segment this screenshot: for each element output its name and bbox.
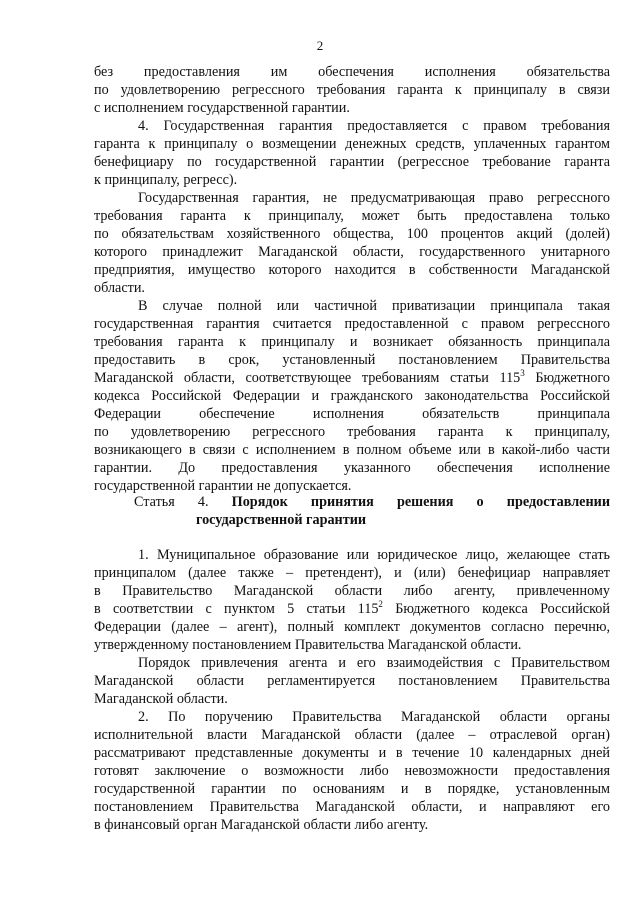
text-line: без предоставления им обеспечения исполнения обязательства bbox=[94, 64, 610, 80]
text-line: государственная гарантия считается предоставленной с правом регрессного bbox=[94, 316, 610, 332]
text-line: государственной гарантии по основаниям и в порядке, установленным bbox=[94, 781, 610, 797]
text-line: государственной гарантии не допускается. bbox=[94, 478, 352, 494]
text-line: предприятия, имущество которого находится в собственности Магаданской bbox=[94, 262, 610, 278]
text-line: Федерации обеспечение исполнения обязательств принципала bbox=[94, 406, 610, 422]
text-line: Федерации (далее – агент), полный комплект документов согласно перечню, bbox=[94, 619, 610, 635]
text-line: гарантии. До предоставления указанного обеспечения исполнение bbox=[94, 460, 610, 476]
page-number: 2 bbox=[316, 38, 324, 53]
text-line: Государственная гарантия, не предусматривающая право регрессного bbox=[138, 190, 610, 206]
text-line: постановлением Правительства Магаданской области, и направляют его bbox=[94, 799, 610, 815]
text-line: по удовлетворению регрессного требования гаранта к принципалу, bbox=[94, 424, 610, 440]
article-title-line2: государственной гарантии bbox=[196, 512, 367, 528]
article-title-line1: Порядок принятия решения о предоставлении bbox=[231, 494, 611, 510]
text-line: Порядок привлечения агента и его взаимодействия с Правительством bbox=[138, 655, 610, 671]
text-line: требования гаранта к принципалу, может быть предоставлена только bbox=[94, 208, 610, 224]
text-line: по удовлетворению регрессного требования гаранта к принципалу в связи bbox=[94, 82, 610, 98]
article-number: Статья 4. bbox=[134, 494, 209, 510]
text-line: возникающего в связи с исполнением в полном объеме или в какой-либо части bbox=[94, 442, 610, 458]
text-line: кодекса Российской Федерации и гражданского законодательства Российской bbox=[94, 388, 610, 404]
text-line: требования гаранта к принципалу и возникает обязанность принципала bbox=[94, 334, 610, 350]
text-line: 2. По поручению Правительства Магаданской области органы bbox=[138, 709, 610, 725]
superscript: 3 bbox=[520, 368, 525, 378]
text-line: В случае полной или частичной приватизации принципала такая bbox=[138, 298, 610, 314]
text-line: области. bbox=[94, 280, 145, 296]
text-line: готовят заключение о возможности либо невозможности предоставления bbox=[94, 763, 610, 779]
text-line: рассматривают представленные документы и в течение 10 календарных дней bbox=[94, 745, 610, 761]
text-line: в финансовый орган Магаданской области либо агенту. bbox=[94, 817, 429, 833]
text-line: по обязательствам хозяйственного общества, 100 процентов акций (долей) bbox=[94, 226, 610, 242]
text-line: исполнительной власти Магаданской области (далее – отраслевой орган) bbox=[94, 727, 610, 743]
text-line: гаранта к принципалу о возмещении денежных средств, уплаченных гарантом bbox=[94, 136, 610, 152]
text-line: утвержденному постановлением Правительства Магаданской области. bbox=[94, 637, 522, 653]
text-line: предоставить в срок, установленный постановлением Правительства bbox=[94, 352, 610, 368]
text-line: которого принадлежит Магаданской области, государственного унитарного bbox=[94, 244, 610, 260]
text-line: Магаданской области. bbox=[94, 691, 228, 707]
text-line: Магаданской области, соответствующее требованиям статьи $115^3$ Бюджетного bbox=[94, 368, 610, 386]
text-line: к принципалу, регресс). bbox=[94, 172, 238, 188]
text-line: с исполнением государственной гарантии. bbox=[94, 100, 350, 116]
superscript: 2 bbox=[378, 599, 383, 609]
text-line: принципалом (далее также – претендент), и (или) бенефициар направляет bbox=[94, 565, 610, 581]
text-line: в соответствии с пунктом 5 статьи $115^2$ Бюджетного кодекса Российской bbox=[94, 599, 610, 617]
text-line: бенефициару по государственной гарантии (регрессное требование гаранта bbox=[94, 154, 610, 170]
text-line: 1. Муниципальное образование или юридическое лицо, желающее стать bbox=[138, 547, 610, 563]
text-line: Магаданской области регламентируется постановлением Правительства bbox=[94, 673, 610, 689]
text-line: 4. Государственная гарантия предоставляется с правом требования bbox=[138, 118, 610, 134]
article-heading bbox=[134, 493, 610, 511]
text-line: в Правительство Магаданской области либо агенту, привлеченному bbox=[94, 583, 610, 599]
